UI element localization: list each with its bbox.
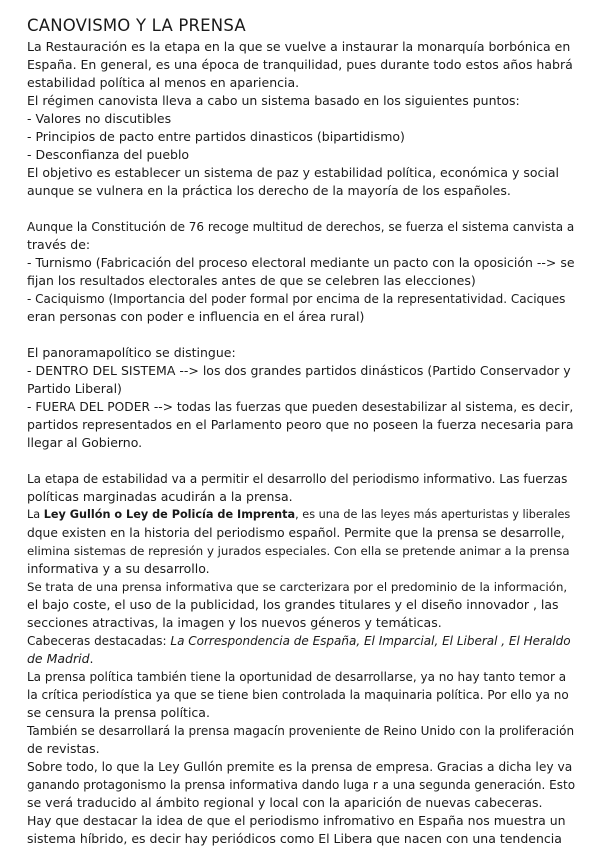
cabeceras-line-2: de Madrid. [27, 651, 94, 666]
text-line: La etapa de estabilidad va a permitir el desarrollo del periodismo informativo. Las fuerzas [27, 472, 568, 486]
ley-gullon-line: La Ley Gullón o Ley de Policía de Imprenta, es una de las leyes más aperturistas y liberales [27, 508, 571, 521]
text-line: - Caciquismo (Importancia del poder formal por encima de la representatividad. Caciques [27, 292, 566, 306]
text-line: España. En general, es una época de tranquilidad, pues durante todo estos años habrá [27, 57, 573, 72]
text-line: elimina sistemas de represión y jurados especiales. Con ella se pretende animar a la prensa [27, 544, 570, 558]
text-line: de revistas. [27, 741, 100, 756]
text-line: La prensa política también tiene la oportunidad de desarrollarse, ya no hay tanto temor a [27, 670, 567, 684]
document-title: CANOVISMO Y LA PRENSA [27, 16, 246, 35]
text-line: estabilidad política al menos en apariencia. [27, 75, 300, 90]
text-line: El régimen canovista lleva a cabo un sistema basado en los siguientes puntos: [27, 93, 520, 108]
text-line: - Turnismo (Fabricación del proceso electoral mediante un pacto con la oposición --> se [27, 255, 575, 270]
text-line: la crítica periodística ya que se tiene bien controlada la maquinaria política. Por ello ya no [27, 688, 569, 702]
text-line: - Valores no discutibles [27, 111, 172, 126]
text-line: La Restauración es la etapa en la que se vuelve a instaurar la monarquía borbónica en [27, 39, 571, 54]
text-line: - Principios de pacto entre partidos dinasticos (bipartidismo) [27, 129, 405, 144]
text-line: Sobre todo, lo que la Ley Gullón premite es la prensa de empresa. Gracias a dicha ley va [27, 760, 573, 774]
text-line: - Desconfianza del pueblo [27, 147, 190, 162]
ley-gullon-name: Ley Gullón o Ley de Policía de Imprenta [43, 508, 296, 521]
text-line: sistema híbrido, es decir hay periódicos como El Libera que nacen con una tendencia [27, 831, 562, 846]
newspaper-titles: La Correspondencia de España, El Imparcial, El Liberal , El Heraldo [170, 634, 571, 648]
text-line: El objetivo es establecer un sistema de paz y estabilidad política, económica y social [27, 165, 559, 180]
text-line: través de: [27, 237, 91, 252]
text-line: Hay que destacar la idea de que el periodismo infromativo en España nos muestra un [27, 813, 566, 828]
text-line: aunque se vulnera en la práctica los derecho de la mayoría de los españoles. [27, 183, 511, 198]
text-line: Se trata de una prensa informativa que se carcterizara por el predominio de la información, [27, 580, 568, 594]
text-line: dque existen en la historia del periodismo español. Permite que la prensa se desarrolle, [27, 526, 565, 540]
text-line: el bajo coste, el uso de la publicidad, los grandes titulares y el diseño innovador , las [27, 597, 559, 612]
text-line: Partido Liberal) [27, 381, 122, 396]
text-line: - DENTRO DEL SISTEMA --> los dos grandes partidos dinásticos (Partido Conservador y [27, 363, 571, 378]
text-line: secciones atractivas, la imagen y los nuevos géneros y temáticas. [27, 615, 442, 630]
text-line: También se desarrollará la prensa magacín proveniente de Reino Unido con la proliferación [27, 724, 575, 738]
text-line: - FUERA DEL PODER --> todas las fuerzas que pueden desestabilizar al sistema, es decir, [27, 400, 574, 414]
text-line: partidos representados en el Parlamento peoro que no poseen la fuerza necesaria para [27, 417, 574, 432]
cabeceras-line: Cabeceras destacadas: La Correspondencia de España, El Imparcial, El Liberal , El Heraldo [27, 634, 571, 648]
text-line: eran personas con poder e influencia en el área rural) [27, 309, 365, 324]
newspaper-titles: de Madrid [27, 651, 90, 666]
text-line: fijan los resultados electorales antes de que se celebren las elecciones) [27, 273, 476, 288]
text-line: Aunque la Constitución de 76 recoge multitud de derechos, se fuerza el sistema canvista a [27, 220, 575, 234]
text-line: ganando protagonismo la prensa informativa dando luga r a una segunda generación. Esto [27, 778, 576, 792]
text-line: políticas marginadas acudirán a la prensa. [27, 489, 293, 504]
text-line: El panoramapolítico se distingue: [27, 345, 236, 360]
text-line: llegar al Gobierno. [27, 435, 143, 450]
text-line: informativa y a su desarrollo. [27, 561, 210, 576]
text-line: se verá traducido al ámbito regional y local con la aparición de nuevas cabeceras. [27, 795, 543, 810]
text-line: se censura la prensa política. [27, 705, 210, 720]
